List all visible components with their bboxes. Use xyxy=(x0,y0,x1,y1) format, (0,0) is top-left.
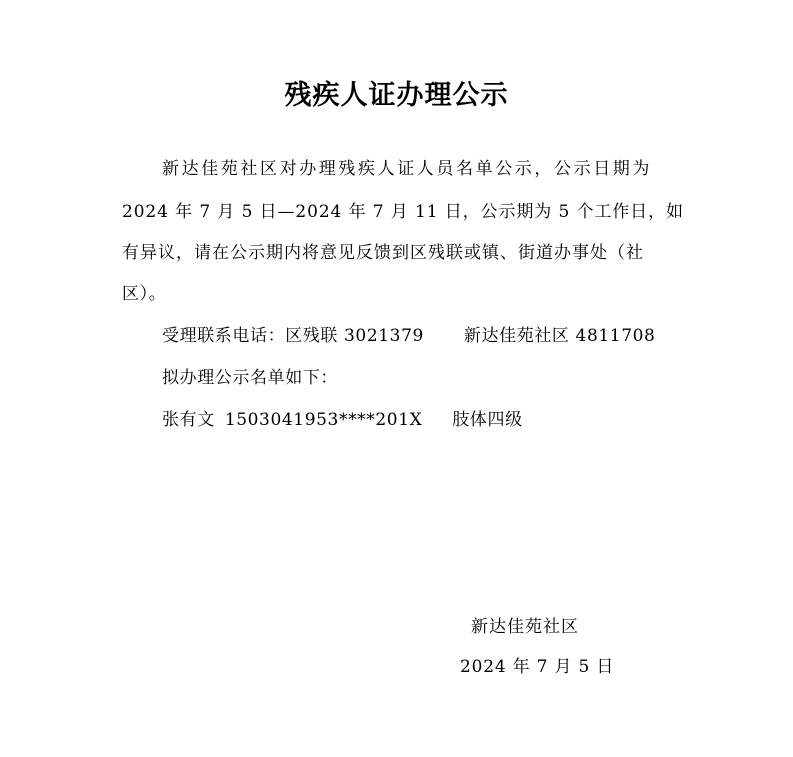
list-intro: 拟办理公示名单如下： xyxy=(162,368,338,388)
entry-name: 张有文 xyxy=(162,410,215,430)
entry-id: 1503041953****201X xyxy=(224,410,423,430)
contact-community: 新达佳苑社区 4811708 xyxy=(463,326,656,346)
paragraph-line-1: 新达佳苑社区对办理残疾人证人员名单公示，公示日期为 xyxy=(162,159,652,179)
entry-level: 肢体四级 xyxy=(452,410,523,430)
signature-date: 2024 年 7 月 5 日 xyxy=(460,657,615,677)
contact-disability-federation: 区残联 3021379 xyxy=(285,326,424,346)
page-title: 残疾人证办理公示 xyxy=(284,80,509,111)
paragraph-line-2: 2024 年 7 月 5 日—2024 年 7 月 11 日，公示期为 5 个工作日，如 xyxy=(122,202,684,222)
signature-org: 新达佳苑社区 xyxy=(471,617,579,637)
paragraph-line-4: 区）。 xyxy=(122,284,167,304)
paragraph-line-3: 有异议，请在公示期内将意见反馈到区残联或镇、街道办事处（社 xyxy=(122,243,644,263)
list-item xyxy=(162,408,523,432)
contact-line xyxy=(162,324,655,348)
contact-label: 受理联系电话： xyxy=(162,326,286,346)
